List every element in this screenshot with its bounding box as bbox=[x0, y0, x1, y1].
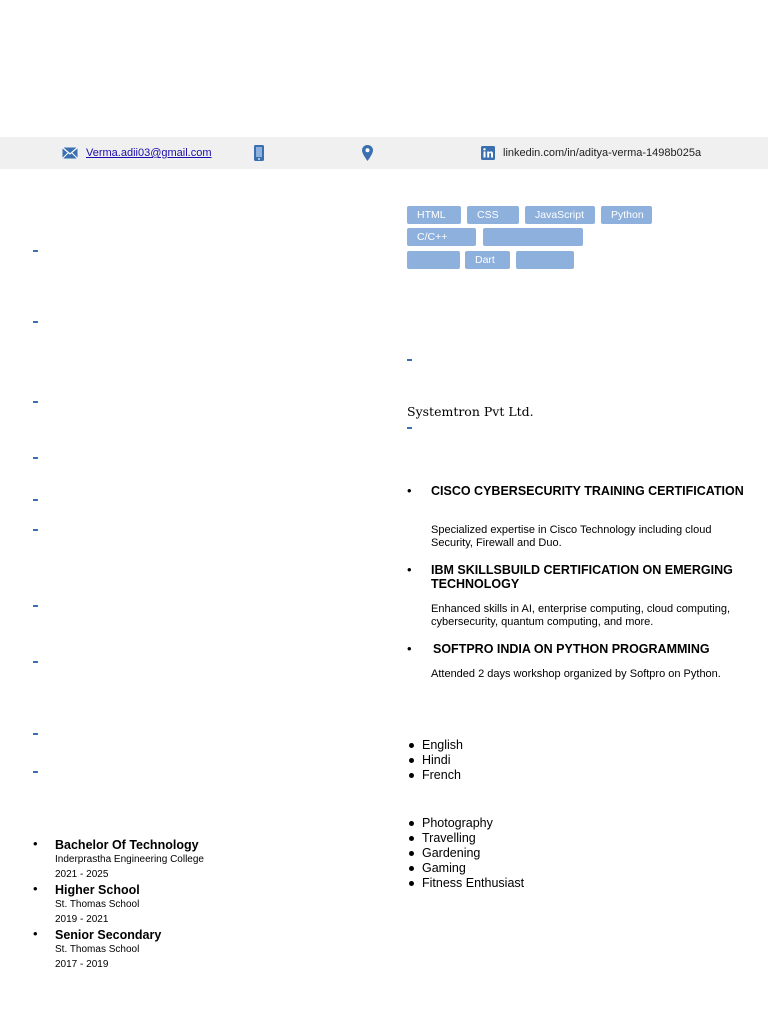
list-item: Travelling bbox=[407, 831, 524, 846]
list-item: Gardening bbox=[407, 846, 524, 861]
certification-description: Attended 2 days workshop organized by Softpro on Python. bbox=[431, 668, 721, 680]
certification-title: IBM SKILLSBUILD CERTIFICATION ON EMERGING TECHNOLOGY bbox=[431, 563, 733, 591]
skill-tag: Dart bbox=[465, 251, 510, 269]
bullet: • bbox=[407, 641, 412, 656]
list-item: Photography bbox=[407, 816, 524, 831]
skill-tag: C/C++ bbox=[407, 228, 476, 246]
skill-tag bbox=[407, 251, 460, 269]
certification-title: SOFTPRO INDIA ON PYTHON PROGRAMMING bbox=[433, 642, 710, 656]
degree-title: Senior Secondary bbox=[55, 928, 162, 942]
list-item: Hindi bbox=[407, 753, 463, 768]
location-contact bbox=[362, 137, 373, 169]
section-dash bbox=[33, 771, 38, 773]
bullet: • bbox=[33, 881, 38, 896]
skill-tag: Python bbox=[601, 206, 652, 224]
section-dash bbox=[33, 529, 38, 531]
section-dash bbox=[33, 605, 38, 607]
section-dash bbox=[33, 499, 38, 501]
skill-tag: CSS bbox=[467, 206, 519, 224]
section-dash bbox=[33, 733, 38, 735]
certification-description: Enhanced skills in AI, enterprise computing, cloud computing, cybersecurity, quantum computing, and more. bbox=[431, 603, 730, 628]
certification-description: Specialized expertise in Cisco Technology including cloud Security, Firewall and Duo. bbox=[431, 524, 712, 549]
contact-bar bbox=[0, 137, 768, 169]
section-dash bbox=[33, 321, 38, 323]
list-item: English bbox=[407, 738, 463, 753]
degree-title: Bachelor Of Technology bbox=[55, 838, 199, 852]
degree-title: Higher School bbox=[55, 883, 140, 897]
languages-list bbox=[407, 738, 463, 783]
section-dash bbox=[33, 401, 38, 403]
education-years: 2019 - 2021 bbox=[55, 914, 109, 925]
section-dash bbox=[33, 250, 38, 252]
phone-contact bbox=[254, 137, 264, 169]
section-dash bbox=[33, 457, 38, 459]
school-name: St. Thomas School bbox=[55, 899, 140, 910]
company-name: Systemtron Pvt Ltd. bbox=[407, 404, 534, 419]
email-icon bbox=[62, 147, 78, 159]
phone-icon bbox=[254, 145, 264, 161]
linkedin-url[interactable]: linkedin.com/in/aditya-verma-1498b025a bbox=[503, 147, 702, 159]
bullet: • bbox=[407, 562, 412, 577]
skill-tag: HTML bbox=[407, 206, 461, 224]
list-item: Fitness Enthusiast bbox=[407, 876, 524, 891]
bullet: • bbox=[33, 836, 38, 851]
school-name: Inderprastha Engineering College bbox=[55, 854, 204, 865]
linkedin-contact bbox=[481, 137, 701, 169]
list-item: Gaming bbox=[407, 861, 524, 876]
section-dash bbox=[407, 427, 412, 429]
certification-title: CISCO CYBERSECURITY TRAINING CERTIFICATION bbox=[431, 484, 744, 498]
linkedin-icon bbox=[481, 146, 495, 160]
list-item: French bbox=[407, 768, 463, 783]
section-dash bbox=[33, 661, 38, 663]
email-contact bbox=[62, 137, 212, 169]
bullet: • bbox=[407, 483, 412, 498]
skill-tag bbox=[516, 251, 574, 269]
email-link[interactable]: Verma.adii03@gmail.com bbox=[86, 147, 212, 159]
education-years: 2021 - 2025 bbox=[55, 869, 109, 880]
location-icon bbox=[362, 145, 373, 161]
school-name: St. Thomas School bbox=[55, 944, 140, 955]
skill-tag bbox=[483, 228, 583, 246]
interests-list bbox=[407, 816, 524, 891]
education-years: 2017 - 2019 bbox=[55, 959, 109, 970]
section-dash bbox=[407, 359, 412, 361]
bullet: • bbox=[33, 926, 38, 941]
skill-tag: JavaScript bbox=[525, 206, 595, 224]
